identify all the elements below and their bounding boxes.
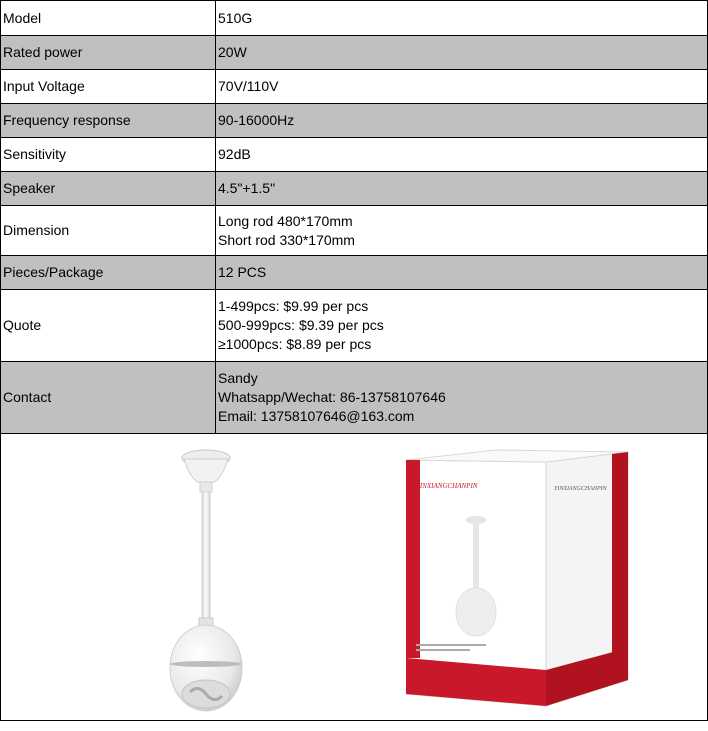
value-line: 70V/110V [218,78,279,94]
value-speaker [216,172,708,205]
label-pieces-package: Pieces/Package [1,256,216,289]
label-contact: Contact [1,362,216,433]
label-frequency-response: Frequency response [1,104,216,137]
value-line: 92dB [218,146,251,162]
row-contact [1,362,708,434]
row-sensitivity [1,138,708,172]
value-sensitivity [216,138,708,171]
value-line: ≥1000pcs: $8.89 per pcs [218,336,372,352]
value-pieces-package [216,256,708,289]
row-dimension [1,206,708,256]
value-line: 510G [218,9,253,26]
value-line: 12 PCS [218,264,267,280]
pendant-speaker-image [136,446,276,731]
value-line: Email: 13758107646@163.com [218,408,415,424]
label-dimension: Dimension [1,206,216,255]
value-frequency-response [216,104,708,137]
row-rated-power [1,36,708,70]
value-line: Long rod 480*170mm [218,212,353,229]
label-input-voltage: Input Voltage [1,70,216,103]
label-model: Model [1,1,216,35]
value-line: Sandy [218,370,258,386]
row-model [1,1,708,36]
value-line: Whatsapp/Wechat: 86-13758107646 [218,389,446,405]
value-line: 20W [218,44,247,60]
value-rated-power [216,36,708,69]
label-sensitivity: Sensitivity [1,138,216,171]
box-brand-side: YINXIANGCHANPIN [554,486,607,492]
label-quote: Quote [1,290,216,361]
value-line: 1-499pcs: $9.99 per pcs [218,298,369,314]
value-contact [216,362,708,433]
label-speaker: Speaker [1,172,216,205]
value-line: Short rod 330*170mm [218,231,355,248]
product-images-row [1,434,708,721]
product-box-image [406,448,636,708]
row-speaker [1,172,708,206]
value-dimension [216,206,708,255]
label-rated-power: Rated power [1,36,216,69]
row-quote [1,290,708,362]
value-line: 4.5"+1.5" [218,180,276,196]
value-input-voltage [216,70,708,103]
value-model [216,1,708,35]
row-input-voltage [1,70,708,104]
box-brand-front: YINXIANGCHANPIN [416,482,478,490]
row-frequency-response [1,104,708,138]
value-line: 500-999pcs: $9.39 per pcs [218,317,384,333]
value-line: 90-16000Hz [218,112,295,128]
value-quote [216,290,708,361]
row-pieces-package [1,256,708,290]
